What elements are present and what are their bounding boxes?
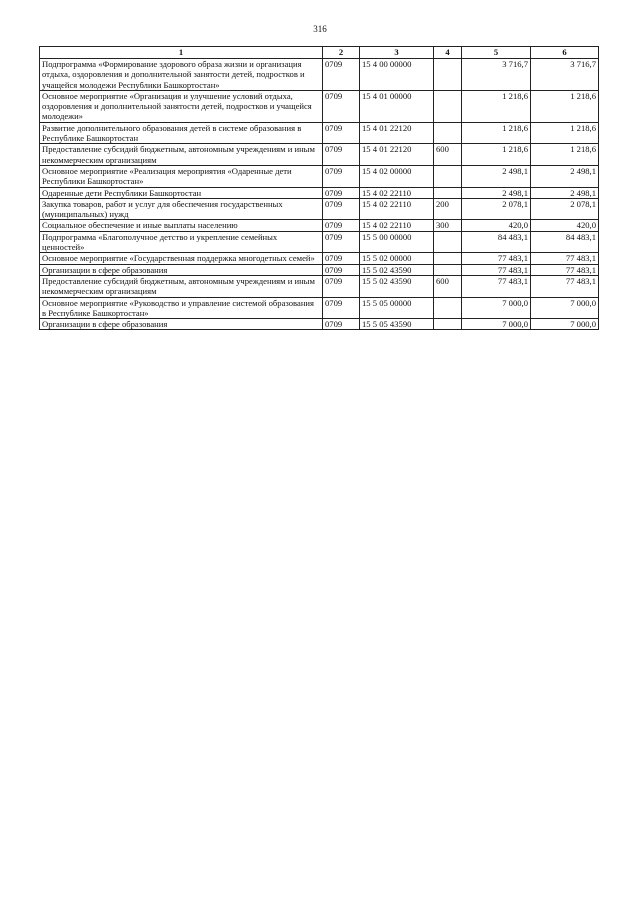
row-expense-type: 600 [434, 275, 462, 297]
row-target-code: 15 5 00 00000 [360, 231, 434, 253]
row-amount-col6: 1 218,6 [531, 90, 599, 122]
row-amount-col6: 1 218,6 [531, 144, 599, 166]
row-amount-col6: 420,0 [531, 220, 599, 231]
row-expense-type [434, 264, 462, 275]
header-row [40, 47, 599, 59]
row-expense-type [434, 187, 462, 198]
budget-table [39, 46, 599, 330]
row-target-code: 15 4 01 22120 [360, 144, 434, 166]
table-row [40, 198, 599, 220]
column-header-4: 4 [434, 47, 462, 59]
table-row [40, 319, 599, 330]
row-section: 0709 [323, 187, 360, 198]
row-amount-col5: 3 716,7 [462, 59, 531, 91]
table-row [40, 90, 599, 122]
row-amount-col5: 7 000,0 [462, 319, 531, 330]
row-expense-type [434, 319, 462, 330]
row-name: Подпрограмма «Благополучное детство и укрепление семейных ценностей» [40, 231, 323, 253]
row-amount-col5: 2 498,1 [462, 187, 531, 198]
table-row [40, 297, 599, 319]
table-row [40, 231, 599, 253]
page-number: 316 [313, 24, 327, 34]
row-section: 0709 [323, 264, 360, 275]
table-row [40, 275, 599, 297]
row-amount-col5: 2 498,1 [462, 165, 531, 187]
row-amount-col5: 77 483,1 [462, 275, 531, 297]
row-section: 0709 [323, 90, 360, 122]
row-section: 0709 [323, 275, 360, 297]
row-amount-col6: 7 000,0 [531, 297, 599, 319]
row-target-code: 15 5 02 00000 [360, 253, 434, 264]
row-expense-type: 300 [434, 220, 462, 231]
row-expense-type [434, 253, 462, 264]
row-target-code: 15 4 02 22110 [360, 187, 434, 198]
row-amount-col5: 7 000,0 [462, 297, 531, 319]
row-name: Основное мероприятие «Руководство и управление системой образования в Республике Башкортостан» [40, 297, 323, 319]
column-header-1: 1 [40, 47, 323, 59]
row-target-code: 15 5 02 43590 [360, 275, 434, 297]
row-target-code: 15 5 02 43590 [360, 264, 434, 275]
table-body [40, 59, 599, 330]
row-expense-type [434, 297, 462, 319]
row-name: Основное мероприятие «Государственная поддержка многодетных семей» [40, 253, 323, 264]
row-name: Организации в сфере образования [40, 319, 323, 330]
row-amount-col6: 84 483,1 [531, 231, 599, 253]
row-amount-col5: 84 483,1 [462, 231, 531, 253]
row-amount-col6: 77 483,1 [531, 275, 599, 297]
row-amount-col6: 77 483,1 [531, 253, 599, 264]
row-amount-col5: 1 218,6 [462, 144, 531, 166]
row-section: 0709 [323, 165, 360, 187]
column-header-6: 6 [531, 47, 599, 59]
table-row [40, 165, 599, 187]
row-name: Закупка товаров, работ и услуг для обеспечения государственных (муниципальных) нужд [40, 198, 323, 220]
row-name: Одаренные дети Республики Башкортостан [40, 187, 323, 198]
row-name: Предоставление субсидий бюджетным, автономным учреждениям и иным некоммерческим организациям [40, 144, 323, 166]
table-row [40, 253, 599, 264]
table-row [40, 122, 599, 144]
row-expense-type [434, 90, 462, 122]
row-amount-col5: 420,0 [462, 220, 531, 231]
row-target-code: 15 5 05 43590 [360, 319, 434, 330]
row-section: 0709 [323, 220, 360, 231]
row-expense-type: 200 [434, 198, 462, 220]
row-amount-col5: 1 218,6 [462, 90, 531, 122]
row-amount-col6: 2 498,1 [531, 165, 599, 187]
row-section: 0709 [323, 319, 360, 330]
row-section: 0709 [323, 198, 360, 220]
row-amount-col5: 77 483,1 [462, 264, 531, 275]
row-name: Социальное обеспечение и иные выплаты населению [40, 220, 323, 231]
row-name: Предоставление субсидий бюджетным, автономным учреждениям и иным некоммерческим организациям [40, 275, 323, 297]
row-expense-type: 600 [434, 144, 462, 166]
column-header-3: 3 [360, 47, 434, 59]
row-target-code: 15 5 05 00000 [360, 297, 434, 319]
column-header-5: 5 [462, 47, 531, 59]
table-row [40, 144, 599, 166]
row-expense-type [434, 122, 462, 144]
row-section: 0709 [323, 59, 360, 91]
row-section: 0709 [323, 144, 360, 166]
row-target-code: 15 4 01 22120 [360, 122, 434, 144]
column-header-2: 2 [323, 47, 360, 59]
row-section: 0709 [323, 122, 360, 144]
row-amount-col5: 1 218,6 [462, 122, 531, 144]
row-amount-col6: 2 078,1 [531, 198, 599, 220]
row-amount-col6: 3 716,7 [531, 59, 599, 91]
row-expense-type [434, 59, 462, 91]
row-section: 0709 [323, 231, 360, 253]
row-amount-col6: 7 000,0 [531, 319, 599, 330]
row-name: Основное мероприятие «Реализация мероприятия «Одаренные дети Республики Башкортостан» [40, 165, 323, 187]
table-row [40, 187, 599, 198]
row-amount-col5: 77 483,1 [462, 253, 531, 264]
row-target-code: 15 4 02 00000 [360, 165, 434, 187]
row-name: Подпрограмма «Формирование здорового образа жизни и организация отдыха, оздоровления и дополнительной занятости детей, подростков и учащейся молодежи Республики Башкортостан» [40, 59, 323, 91]
row-section: 0709 [323, 253, 360, 264]
table-row [40, 264, 599, 275]
row-amount-col6: 1 218,6 [531, 122, 599, 144]
row-name: Организации в сфере образования [40, 264, 323, 275]
row-section: 0709 [323, 297, 360, 319]
row-name: Развитие дополнительного образования детей в системе образования в Республике Башкортостан [40, 122, 323, 144]
row-target-code: 15 4 00 00000 [360, 59, 434, 91]
table-row [40, 220, 599, 231]
row-expense-type [434, 231, 462, 253]
row-expense-type [434, 165, 462, 187]
row-amount-col6: 2 498,1 [531, 187, 599, 198]
row-amount-col6: 77 483,1 [531, 264, 599, 275]
row-amount-col5: 2 078,1 [462, 198, 531, 220]
table-row [40, 59, 599, 91]
row-target-code: 15 4 02 22110 [360, 220, 434, 231]
row-target-code: 15 4 01 00000 [360, 90, 434, 122]
row-target-code: 15 4 02 22110 [360, 198, 434, 220]
row-name: Основное мероприятие «Организация и улучшение условий отдыха, оздоровления и дополнительной занятости детей, подростков и учащейся молодежи» [40, 90, 323, 122]
